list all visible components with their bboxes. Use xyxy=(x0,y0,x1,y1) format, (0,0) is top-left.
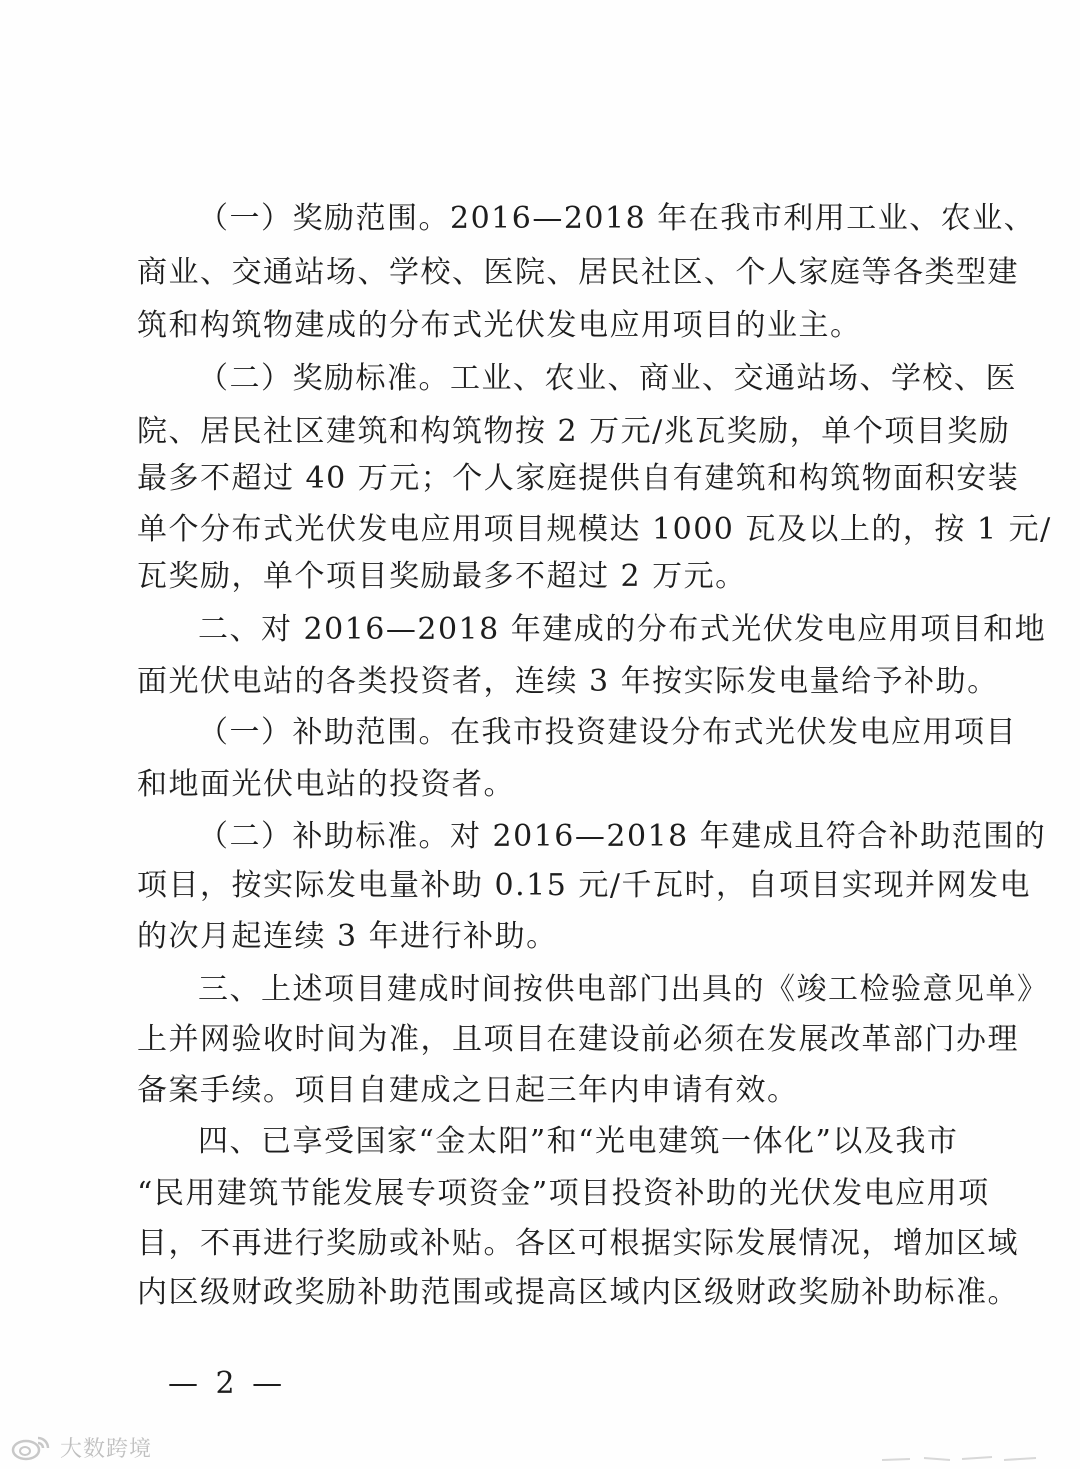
paragraph-line: 单个分布式光伏发电应用项目规模达 1000 瓦及以上的，按 1 元/ xyxy=(137,512,1052,547)
paragraph-line: “民用建筑节能发展专项资金”项目投资补助的光伏发电应用项 xyxy=(137,1176,990,1211)
page-number: — 2 — xyxy=(168,1366,287,1401)
paragraph-line: （二）补助标准。对 2016—2018 年建成且符合补助范围的 xyxy=(198,819,1047,854)
paragraph-line: 商业、交通站场、学校、医院、居民社区、个人家庭等各类型建 xyxy=(137,255,1019,290)
paragraph-line: 三、上述项目建成时间按供电部门出具的《竣工检验意见单》 xyxy=(198,972,1049,1007)
paragraph-line: 二、对 2016—2018 年建成的分布式光伏发电应用项目和地 xyxy=(198,612,1047,647)
paragraph-line: 面光伏电站的各类投资者，连续 3 年按实际发电量给予补助。 xyxy=(137,664,999,699)
scan-artifact xyxy=(880,1452,1040,1464)
paragraph-line: （一）奖励范围。2016—2018 年在我市利用工业、农业、 xyxy=(198,201,1036,236)
paragraph-line: 目，不再进行奖励或补贴。各区可根据实际发展情况，增加区域 xyxy=(137,1226,1019,1261)
paragraph-line: 备案手续。项目自建成之日起三年内申请有效。 xyxy=(137,1073,799,1108)
paragraph-line: 上并网验收时间为准，且项目在建设前必须在发展改革部门办理 xyxy=(137,1022,1019,1057)
paragraph-line: 项目，按实际发电量补助 0.15 元/千瓦时，自项目实现并网发电 xyxy=(137,868,1031,903)
watermark-text: 大数跨境 xyxy=(60,1436,153,1462)
paragraph-line: 瓦奖励，单个项目奖励最多不超过 2 万元。 xyxy=(137,559,747,594)
paragraph-line: 院、居民社区建筑和构筑物按 2 万元/兆瓦奖励，单个项目奖励 xyxy=(137,414,1011,449)
paragraph-line: （一）补助范围。在我市投资建设分布式光伏发电应用项目 xyxy=(198,715,1017,750)
paragraph-line: 四、已享受国家“金太阳”和“光电建筑一体化”以及我市 xyxy=(198,1124,959,1159)
paragraph-line: 内区级财政奖励补助范围或提高区域内区级财政奖励补助标准。 xyxy=(137,1275,1019,1310)
paragraph-line: （二）奖励标准。工业、农业、商业、交通站场、学校、医 xyxy=(198,361,1017,396)
paragraph-line: 最多不超过 40 万元；个人家庭提供自有建筑和构筑物面积安装 xyxy=(137,461,1020,496)
paragraph-line: 筑和构筑物建成的分布式光伏发电应用项目的业主。 xyxy=(137,308,862,343)
paragraph-line: 和地面光伏电站的投资者。 xyxy=(137,767,515,802)
weibo-icon xyxy=(10,1432,54,1462)
watermark xyxy=(10,1430,152,1464)
paragraph-line: 的次月起连续 3 年进行补助。 xyxy=(137,919,558,954)
